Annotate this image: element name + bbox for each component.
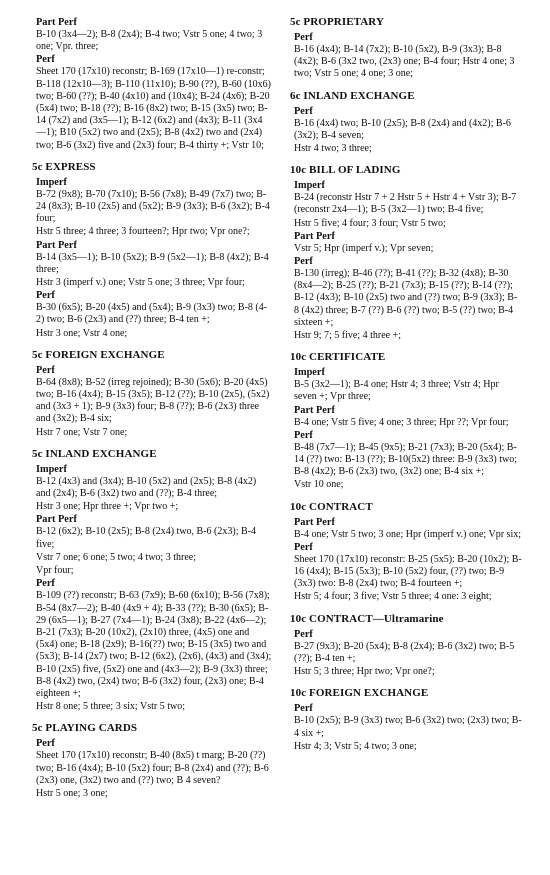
listing-text: Vpr four; bbox=[36, 565, 74, 577]
section-heading: 6c INLAND EXCHANGE bbox=[290, 89, 415, 102]
listing-text: Hstr 7 one; Vstr 7 one; bbox=[36, 426, 128, 438]
condition-label-perf: Perf bbox=[294, 32, 313, 43]
section-5c-inland-exchange bbox=[32, 448, 272, 713]
condition-label-perf: Perf bbox=[294, 105, 313, 117]
condition-label-part-perf: Part Perf bbox=[294, 404, 335, 416]
condition-label-part-perf: Part Perf bbox=[36, 239, 77, 251]
listing-text: B-12 (4x3) and (3x4); B-10 (5x2) and (2x5); B-8 (4x2) and (2x4); B-6 (3x2) two and (??); B-4 three; bbox=[36, 475, 257, 500]
listing-text: B-4 one; Vstr 5 two; 3 one; Hpr (imperf v.) one; Vpr six; bbox=[294, 528, 522, 540]
section-5c-proprietary bbox=[290, 16, 522, 81]
section-10c-foreign-exchange bbox=[290, 687, 522, 753]
listing-text: B-10 (3x4—2); B-8 (2x4); B-4 two; Vstr 5 one; 4 two; 3 one; Vpr. three; bbox=[36, 29, 263, 53]
listing-text: B-130 (irreg); B-46 (??); B-41 (??); B-32 (4x8); B-30 (8x4—2); B-25 (??); B-21 (7x3); B-15 (??); B-14 (??); B-12 (4x3); B-10 (2x5) two and (??) two; B-9 (3x3); B-8 (4x2) three; B-7 (??) B-6 (??) two; B-5 (??) two; B-4 sixteen +; bbox=[294, 268, 518, 328]
section-5c-express bbox=[32, 161, 272, 340]
condition-label-imperf: Imperf bbox=[36, 463, 67, 475]
listing-text: Sheet 170 (17x10) reconstr; B-169 (17x10—1) re-constr; B-118 (12x10—3); B-110 (11x10); B-90 (??), B-60 (10x6) two; B-60 (??); B-40 (4x10) and (10x4); B-24 (4x6); B-20 (5x4) two; B-18 (??); B-16 (8x2) two; B-15 (3x5) two; B-14 (7x2) and (3x5—1); B-12 (6x2) and (4x3); B-11 (3x4—1); B10 (5x2) two and (2x5); B-8 (4x2) two and (2x4) two; B-6 (3x2) five and (2x3) four; B-4 thirty +; Vstr 10; bbox=[36, 66, 271, 151]
condition-label-part-perf: Part Perf bbox=[294, 230, 335, 242]
listing-text: B-24 (reconstr Hstr 7 + 2 Hstr 5 + Hstr 4 + Vstr 3); B-7 (reconstr 2x4—1); B-5 (3x2—1) two; B-4 five; bbox=[294, 192, 517, 216]
listing-text: Hstr 5 three; 4 three; 3 fourteen?; Hpr two; Vpr one?; bbox=[36, 226, 250, 238]
condition-label-imperf: Imperf bbox=[36, 176, 67, 188]
listing-text: Sheet 170 (17x10) reconstr; B-40 (8x5) t marg; B-20 (??) two; B-16 (4x4); B-10 (5x2) four; B-8 (2x4) and (??); B-6 (2x3) one, (3x2) two and (??) two; B 4 seven? bbox=[36, 750, 269, 786]
listing-text: Hstr 3 (imperf v.) one; Vstr 5 one; 3 three; Vpr four; bbox=[36, 277, 245, 289]
listing-text: B-48 (7x7—1); B-45 (9x5); B-21 (7x3); B-20 (5x4); B-14 (??) two: B-13 (??); B-10(5x2) three: B-9 (3x3) two; B-8 (4x2); B-6 (2x3) two, (3x2) one; B-4 six +; bbox=[294, 441, 517, 478]
listing-text: Hstr 4 two; 3 three; bbox=[294, 143, 372, 155]
listing-text: B-14 (3x5—1); B-10 (5x2); B-9 (5x2—1); B-8 (4x2); B-4 three; bbox=[36, 251, 269, 275]
section-heading: 10c FOREIGN EXCHANGE bbox=[290, 687, 429, 700]
listing-text: B-5 (3x2—1); B-4 one; Hstr 4; 3 three; Vstr 4; Hpr seven +; Vpr three; bbox=[294, 379, 499, 403]
listing-text: Hstr 9; 7; 5 five; 4 three +; bbox=[294, 330, 402, 342]
section-heading: 10c BILL OF LADING bbox=[290, 164, 401, 177]
section-heading: 5c PLAYING CARDS bbox=[32, 722, 138, 735]
listing-text: Vstr 7 one; 6 one; 5 two; 4 two; 3 three; bbox=[36, 551, 196, 563]
condition-label-perf: Perf bbox=[36, 290, 55, 302]
condition-label-perf: Perf bbox=[294, 628, 313, 640]
condition-label-perf: Perf bbox=[36, 578, 55, 590]
section-continued bbox=[32, 17, 272, 152]
listing-text: Vstr 10 one; bbox=[294, 479, 344, 491]
condition-label-perf: Perf bbox=[294, 256, 313, 268]
section-heading: 5c INLAND EXCHANGE bbox=[32, 447, 157, 460]
listing-text: B-64 (8x8); B-52 (irreg rejoined); B-30 (5x6); B-20 (4x5) two; B-16 (4x4); B-15 (3x5); B-12 (??); B-10 (2x5), (5x2) and (3x3 + 1); B-9 (3x3) four; B-8 (??); B-6 (2x3) three and (3x2); B-4 six; bbox=[36, 376, 270, 425]
listing-text: Hstr 5; 4 four; 3 five; Vstr 5 three; 4 one: 3 eight; bbox=[294, 591, 492, 603]
condition-label-perf: Perf bbox=[36, 54, 55, 66]
section-heading: 10c CONTRACT bbox=[290, 500, 373, 513]
section-heading: 5c FOREIGN EXCHANGE bbox=[32, 348, 165, 361]
listing-text: B-72 (9x8); B-70 (7x10); B-56 (7x8); B-49 (7x7) two; B-24 (8x3); B-10 (2x5) and (5x2); B-9 (3x3); B-6 (3x2); B-4 four; bbox=[36, 188, 270, 225]
section-6c-inland-exchange bbox=[290, 90, 522, 156]
condition-label-part-perf: Part Perf bbox=[294, 516, 335, 528]
listing-text: B-27 (9x3); B-20 (5x4); B-8 (2x4); B-6 (3x2) two; B-5 (??); B-4 ten +; bbox=[294, 640, 515, 664]
condition-label-part-perf: Part Perf bbox=[36, 17, 77, 28]
section-heading: 10c CONTRACT—Ultramarine bbox=[290, 612, 444, 625]
listing-text: Vstr 5; Hpr (imperf v.); Vpr seven; bbox=[294, 242, 434, 254]
condition-label-perf: Perf bbox=[36, 738, 55, 750]
condition-label-perf: Perf bbox=[294, 703, 313, 715]
section-5c-playing-cards bbox=[32, 722, 272, 800]
listing-text: B-12 (6x2); B-10 (2x5); B-8 (2x4) two, B-6 (2x3); B-4 five; bbox=[36, 526, 256, 550]
condition-label-part-perf: Part Perf bbox=[36, 514, 77, 526]
condition-label-imperf: Imperf bbox=[294, 180, 325, 192]
right-column bbox=[290, 16, 522, 875]
listing-text: Sheet 170 (17x10) reconstr: B-25 (5x5): B-20 (10x2); B-16 (4x4); B-15 (5x3); B-10 (5x2) four, (??) two; B-9 (3x3) two: B-8 (2x4) two; B-4 fourteen +; bbox=[294, 553, 522, 590]
section-10c-contract-ultramarine bbox=[290, 613, 522, 679]
listing-text: Hstr 3 one; Vstr 4 one; bbox=[36, 327, 128, 339]
listing-text: Hstr 3 one; Hpr three +; Vpr two +; bbox=[36, 501, 179, 513]
section-10c-contract bbox=[290, 501, 522, 604]
condition-label-perf: Perf bbox=[294, 429, 313, 441]
listing-text: Hstr 8 one; 5 three; 3 six; Vstr 5 two; bbox=[36, 701, 185, 713]
section-10c-bill-of-lading bbox=[290, 164, 522, 342]
listing-text: Hstr 5 five; 4 four; 3 four; Vstr 5 two; bbox=[294, 217, 446, 229]
section-heading: 5c PROPRIETARY bbox=[290, 16, 384, 28]
listing-text: Hstr 5 one; 3 one; bbox=[36, 787, 108, 799]
condition-label-imperf: Imperf bbox=[294, 367, 325, 379]
section-10c-certificate bbox=[290, 351, 522, 491]
listing-text: B-10 (2x5); B-9 (3x3) two; B-6 (3x2) two; (2x3) two; B-4 six +; bbox=[294, 715, 522, 739]
section-heading: 10c CERTIFICATE bbox=[290, 351, 386, 364]
listing-text: B-16 (4x4); B-14 (7x2); B-10 (5x2), B-9 (3x3); B-8 (4x2); B-6 (3x2 two, (2x3) one; B-4 four; Hstr 4 one; 3 two; Vstr 5 one; 4 one; 3 one; bbox=[294, 44, 515, 80]
condition-label-perf: Perf bbox=[36, 364, 55, 376]
listing-text: Hstr 5; 3 three; Hpr two; Vpr one?; bbox=[294, 666, 435, 678]
condition-label-perf: Perf bbox=[294, 541, 313, 553]
listing-text: Hstr 4; 3; Vstr 5; 4 two; 3 one; bbox=[294, 740, 417, 752]
section-5c-foreign-exchange bbox=[32, 349, 272, 439]
listing-text: B-16 (4x4) two; B-10 (2x5); B-8 (2x4) and (4x2); B-6 (3x2); B-4 seven; bbox=[294, 117, 511, 141]
listing-text: B-30 (6x5); B-20 (4x5) and (5x4); B-9 (3x3) two; B-8 (4-2) two; B-6 (2x3) and (??) three; B-4 ten +; bbox=[36, 302, 268, 326]
section-heading: 5c EXPRESS bbox=[32, 160, 96, 173]
listing-text: B-4 one; Vstr 5 five; 4 one; 3 three; Hpr ??; Vpr four; bbox=[294, 416, 509, 428]
left-column bbox=[32, 16, 272, 875]
listing-text: B-109 (??) reconstr; B-63 (7x9); B-60 (6x10); B-56 (7x8); B-54 (8x7—2); B-40 (4x9 + 4); B-33 (??); B-30 (6x5); B-29 (6x5—1); B-27 (7x4—1); B-24 (3x8); B-22 (4x6—2); B-21 (7x3); B-20 (10x2), (2x10) three, (4x5) one and (5x4) one; B-18 (2x9); B-16(??) two; B-15 (3x5) two and (5x3); B-14 (2x7) two; B-12 (6x2), (2x6), (4x3) and (3x4); B-10 (2x5) five, (5x2) one and (4x3—2); B-9 (3x3) three; B-8 (4x2) two, (2x4) two; B-6 (3x2) four, (2x3) one; B-4 eighteen +; bbox=[36, 590, 272, 699]
